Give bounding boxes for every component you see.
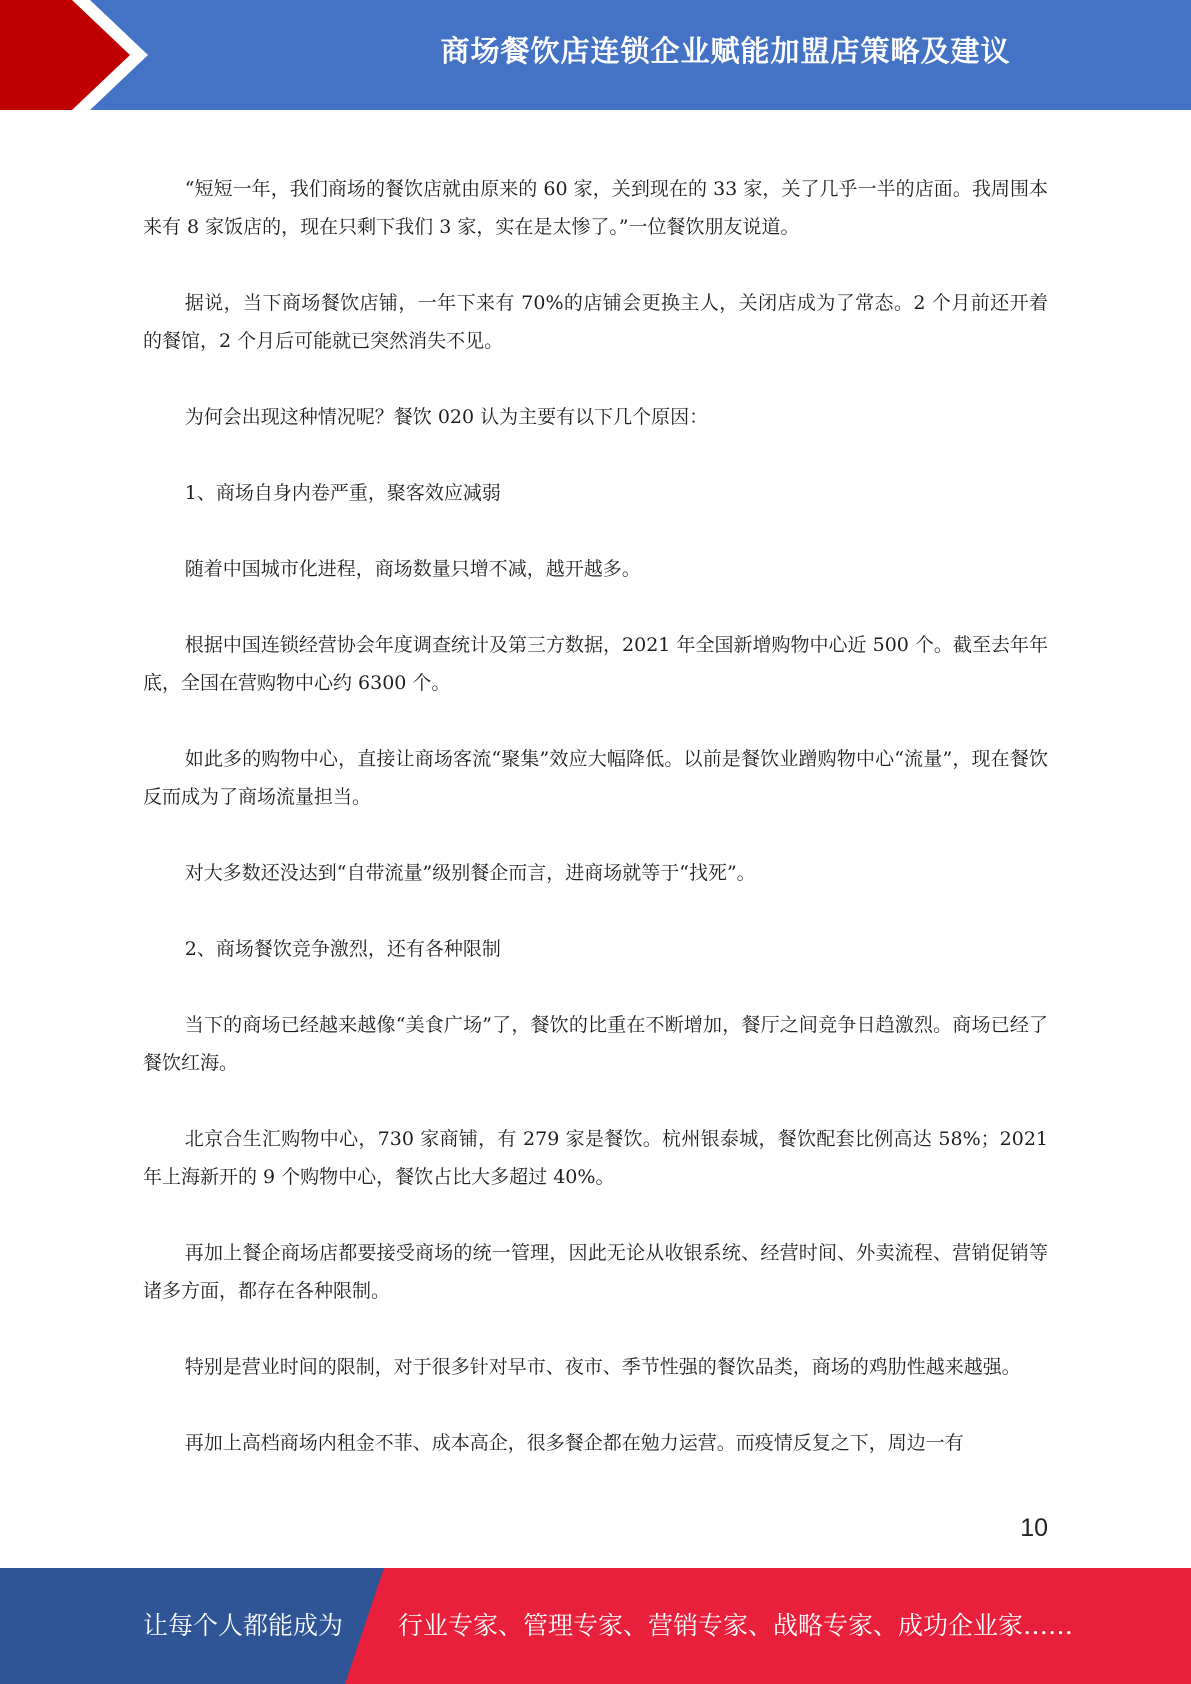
section-heading: 1、商场自身内卷严重，聚客效应减弱 [184, 482, 501, 504]
article-body [143, 170, 1048, 1500]
paragraph: 据说，当下商场餐饮店铺，一年下来有 70%的店铺会更换主人，关闭店成为了常态。2 个月前还开着的餐馆，2 个月后可能就已突然消失不见。 [143, 292, 1048, 352]
page-number: 10 [1020, 1514, 1048, 1542]
header-banner [0, 0, 1191, 110]
paragraph: 为何会出现这种情况呢？餐饮 020 认为主要有以下几个原因： [184, 406, 709, 428]
paragraph: 特别是营业时间的限制，对于很多针对早市、夜市、季节性强的餐饮品类，商场的鸡肋性越来越强。 [184, 1356, 1021, 1378]
paragraph: 随着中国城市化进程，商场数量只增不减，越开越多。 [184, 558, 641, 580]
footer-slogan-right: 行业专家、管理专家、营销专家、战略专家、成功企业家…… [398, 1611, 1074, 1640]
footer-slogan-left: 让每个人都能成为 [143, 1611, 344, 1640]
paragraph: 再加上高档商场内租金不菲、成本高企，很多餐企都在勉力运营。而疫情反复之下，周边一有 [184, 1432, 964, 1454]
paragraph: 北京合生汇购物中心，730 家商铺，有 279 家是餐饮。杭州银泰城，餐饮配套比例高达 58%；2021 年上海新开的 9 个购物中心，餐饮占比大多超过 40%。 [143, 1128, 1048, 1188]
paragraph: 再加上餐企商场店都要接受商场的统一管理，因此无论从收银系统、经营时间、外卖流程、营销促销等诸多方面，都存在各种限制。 [143, 1242, 1048, 1302]
document-title: 商场餐饮店连锁企业赋能加盟店策略及建议 [440, 34, 1011, 68]
section-heading: 2、商场餐饮竞争激烈，还有各种限制 [184, 938, 501, 960]
paragraph: 对大多数还没达到“自带流量”级别餐企而言，进商场就等于“找死”。 [184, 862, 756, 884]
paragraph: 根据中国连锁经营协会年度调查统计及第三方数据，2021 年全国新增购物中心近 500 个。截至去年年底，全国在营购物中心约 6300 个。 [143, 634, 1048, 694]
paragraph: “短短一年，我们商场的餐饮店就由原来的 60 家，关到现在的 33 家，关了几乎一半的店面。我周围本来有 8 家饭店的，现在只剩下我们 3 家，实在是太惨了。”一位餐饮朋友说道。 [143, 178, 1048, 238]
paragraph: 如此多的购物中心，直接让商场客流“聚集”效应大幅降低。以前是餐饮业蹭购物中心“流量”，现在餐饮反而成为了商场流量担当。 [143, 748, 1048, 808]
footer-banner [0, 1568, 1191, 1684]
paragraph: 当下的商场已经越来越像“美食广场”了，餐饮的比重在不断增加，餐厅之间竞争日趋激烈。商场已经了餐饮红海。 [143, 1014, 1048, 1074]
